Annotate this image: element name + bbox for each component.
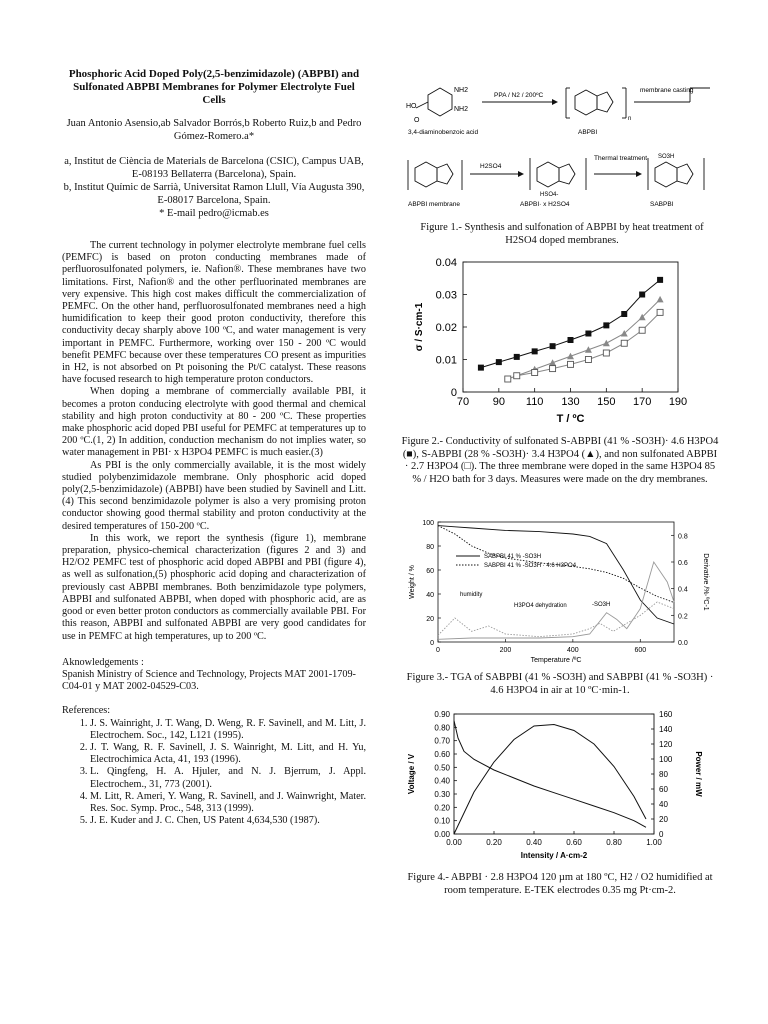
x-tick-label: 70 xyxy=(456,396,470,408)
abpbi-h2so4-structure xyxy=(530,158,586,190)
reference-item: 1. J. S. Wainright, J. T. Wang, D. Weng, R. F. Savinell, and M. Litt, J. Electrochem. Soc., 142, L121 (1995). xyxy=(90,718,366,742)
data-point-open-square xyxy=(550,366,556,372)
series-line xyxy=(454,725,646,835)
data-point-open-square xyxy=(603,350,609,356)
data-point-square xyxy=(550,343,556,349)
figure4 xyxy=(404,706,714,866)
label-h2so4: H2SO4 xyxy=(480,163,502,170)
paper-authors: Juan Antonio Asensio,ab Salvador Borrós,b Roberto Ruiz,b and Pedro Gómez-Romero.a* xyxy=(66,118,362,142)
y2-tick-label: 80 xyxy=(659,770,668,779)
references xyxy=(62,705,366,827)
y-tick-label: 0.40 xyxy=(434,776,450,786)
label-ppa: PPA / N2 / 200ºC xyxy=(494,92,544,99)
y-tick-label: 0.30 xyxy=(434,790,450,799)
y2-tick-label: 0.6 xyxy=(678,560,688,567)
data-point-square xyxy=(621,311,627,317)
y2-tick-label: 120 xyxy=(659,740,673,749)
y2-tick-label: 0.8 xyxy=(678,533,688,541)
data-point-square xyxy=(657,277,663,283)
y-tick-label: 0.20 xyxy=(434,803,450,813)
x-axis-label: Temperature /ºC xyxy=(530,657,582,664)
figure2-caption: Figure 2.- Conductivity of sulfonated S-ABPBI (41 % -SO3H)· 4.6 H3PO4 (■), S-ABPBI (28 % -SO3H)· 3.4 H3PO4 (▲), and non sulfonated ABPBI · 2.7 H3PO4 (□). The three membrane were doped in the same H3PO4 85 % / H2O bath for 3 days. Measures were made on the dry membranes. xyxy=(401,436,719,485)
y2-tick-label: 40 xyxy=(659,800,668,809)
conductivity-chart xyxy=(408,254,708,432)
acknowledgements xyxy=(62,657,366,694)
y-tick-label: 0.80 xyxy=(434,723,450,733)
label-nh2-a: NH2 xyxy=(454,87,469,94)
y2-tick-label: 0.0 xyxy=(678,640,688,647)
affiliations xyxy=(62,155,366,220)
data-point-triangle xyxy=(603,340,610,347)
left-column xyxy=(62,68,366,827)
abpbi-membrane-structure xyxy=(408,160,462,190)
data-point-triangle xyxy=(567,353,574,360)
y-tick-label: 0.02 xyxy=(435,322,457,334)
diaminobenzoic-acid xyxy=(416,88,452,116)
label-nh2-b: NH2 xyxy=(454,106,469,113)
email: * E-mail pedro@icmab.es xyxy=(159,208,269,219)
tga-chart xyxy=(404,514,714,670)
abpbi-structure xyxy=(566,88,626,118)
data-point-open-square xyxy=(514,373,520,379)
label-n-subscript: n xyxy=(628,116,632,122)
figure1-scheme xyxy=(400,78,720,218)
data-point-square xyxy=(603,322,609,328)
y2-tick-label: 0 xyxy=(659,830,664,839)
label-diaminobenzoic: 3,4-diaminobenzoic acid xyxy=(408,129,479,136)
series-line xyxy=(438,562,674,639)
label-abpbi: ABPBI xyxy=(578,129,598,136)
paragraph: As PBI is the only commercially available, it is the most widely studied polybenzimidazole membrane. Only phosphoric acid doped poly(2,5-benzimidazole) (ABPBI) have been studied by Savinell and Litt.(4) This second benzimidazole polymer is also a very promising proton conductor showing good thermal stability and proton conductivity at the desired temperatures of 150-200 ºC. xyxy=(62,459,366,532)
y-tick-label: 60 xyxy=(426,568,434,575)
x-tick-label: 190 xyxy=(668,396,688,408)
label-abpbi-h2so4: ABPBI· x H2SO4 xyxy=(520,201,570,208)
ack-text: Spanish Ministry of Science and Technology, Projects MAT 2001-1709-C04-01 y MAT 2002-04529-C03. xyxy=(62,668,356,693)
y-axis-label: Weight / % xyxy=(409,565,416,599)
data-point-triangle xyxy=(549,359,556,366)
polarization-chart xyxy=(404,706,714,866)
y2-tick-label: 0.2 xyxy=(678,613,688,621)
y2-tick-label: 20 xyxy=(659,815,668,824)
series-line xyxy=(517,299,660,375)
y-tick-label: 0.50 xyxy=(434,763,450,773)
ack-heading: Aknowledgements : xyxy=(62,656,144,668)
data-point-open-square xyxy=(585,357,591,363)
y-tick-label: 0.01 xyxy=(435,354,457,367)
x-tick-label: 1.00 xyxy=(646,838,662,847)
label-so3h: SO3H xyxy=(658,154,675,160)
data-point-square xyxy=(639,292,645,298)
reference-item: 3. L. Qingfeng, H. A. Hjuler, and N. J. Bjerrum, J. Appl. Electrochem., 31, 773 (2001). xyxy=(90,766,366,790)
figure1-caption: Figure 1.- Synthesis and sulfonation of ABPBI by heat treatment of H2SO4 doped membranes. xyxy=(420,222,704,246)
figure4-caption: Figure 4.- ABPBI · 2.8 H3PO4 120 µm at 180 ºC, H2 / O2 humidified at room temperature. E-TEK electrodes 0.35 mg Pt·cm-2. xyxy=(407,872,713,896)
data-point-square xyxy=(585,331,591,337)
label-o: O xyxy=(414,117,420,124)
y2-tick-label: 60 xyxy=(659,785,668,794)
y-tick-label: 80 xyxy=(426,544,434,551)
annotation-humidity: humidity xyxy=(460,592,483,598)
sabpbi-structure xyxy=(648,158,704,190)
x-tick-label: 0 xyxy=(436,647,440,654)
data-point-square xyxy=(532,348,538,354)
y2-tick-label: 160 xyxy=(659,710,673,719)
x-tick-label: 0.80 xyxy=(606,838,622,847)
legend-label: SABPBI 41 % -SO3H · 4.6 H3PO4 xyxy=(484,563,577,569)
x-tick-label: 110 xyxy=(525,396,544,408)
affiliation-a: a, Institut de Ciència de Materials de Barcelona (CSIC), Campus UAB, E-08193 Bellaterra (Barcelona), Spain. xyxy=(64,156,364,180)
reaction-scheme xyxy=(400,78,720,218)
x-axis-label: Intensity / A·cm-2 xyxy=(520,851,588,860)
affiliation-b: b, Institut Químic de Sarrià, Universitat Ramon Llull, Vía Augusta 390, E-08017 Barcelona, Spain. xyxy=(63,182,365,206)
y-tick-label: 100 xyxy=(422,520,434,527)
annotation-dehydration: H3PO4 dehydration xyxy=(514,603,567,609)
data-point-open-square xyxy=(505,376,511,382)
data-point-triangle xyxy=(657,296,664,303)
legend-label: SABPBI 41 % -SO3H xyxy=(484,554,542,560)
x-tick-label: 0.40 xyxy=(526,838,542,847)
label-membrane-casting: membrane casting xyxy=(640,87,694,94)
x-tick-label: 90 xyxy=(492,396,505,408)
y-tick-label: 0.90 xyxy=(434,710,450,719)
figure3-caption: Figure 3.- TGA of SABPBI (41 % -SO3H) and SABPBI (41 % -SO3H) · 4.6 H3PO4 in air at 10 ºC·min-1. xyxy=(406,672,714,696)
paragraph: In this work, we report the synthesis (figure 1), membrane preparation, physico-chemical characterization (figures 2 and 3) and H2/O2 PEMFC test of phosphoric acid doped ABPBI and PBI (figure 4), as well as sulfonation,(5) phosphoric acid doping and characterization of previously cast ABPBI membranes. Both benzimidazole type polymers, ABPBI and sulfonated ABPBI, when doped with phosphoric acid, are as good or even better proton conductors as commercially available PBI. For this reason, ABPBI and sulfonated ABPBI are very good candidates for use in PEMFC at high temperatures, up to 200 ºC. xyxy=(62,532,366,642)
data-point-triangle xyxy=(585,346,592,353)
reference-item: 5. J. E. Kuder and J. C. Chen, US Patent 4,634,530 (1987). xyxy=(90,815,366,827)
reference-item: 2. J. T. Wang, R. F. Savinell, J. S. Wainright, M. Litt, and H. Yu, Electrochimica Acta, 41, 193 (1996). xyxy=(90,742,366,766)
x-tick-label: 200 xyxy=(499,647,512,654)
label-thermal-treatment: Thermal treatment xyxy=(594,155,648,162)
y-axis-label: Voltage / V xyxy=(407,753,416,795)
figure3 xyxy=(404,514,714,670)
data-point-open-square xyxy=(568,361,574,367)
y-tick-label: 0.03 xyxy=(435,289,457,302)
x-tick-label: 0.00 xyxy=(446,838,462,847)
annotation-so3h: -SO3H xyxy=(592,602,611,608)
data-point-open-square xyxy=(621,340,627,346)
x-tick-label: 130 xyxy=(561,396,580,408)
data-point-square xyxy=(568,337,574,343)
paper-title: Phosphoric Acid Doped Poly(2,5-benzimidazole) (ABPBI) and Sulfonated ABPBI Membranes for Polymer Electrolyte Fuel Cells xyxy=(68,68,360,106)
y-tick-label: 0.60 xyxy=(434,750,450,759)
arrow-3-head xyxy=(518,171,524,177)
y2-tick-label: 0.4 xyxy=(678,586,688,594)
refs-heading: References: xyxy=(62,705,111,717)
arrow-1-head xyxy=(552,99,558,105)
y-tick-label: 0.70 xyxy=(434,736,450,746)
y-tick-label: 0 xyxy=(430,640,434,647)
label-hso4: HSO4- xyxy=(540,192,559,198)
reference-item: 4. M. Litt, R. Ameri, Y. Wang, R. Savinell, and J. Wainwright, Mater. Res. Soc. Symp. Proc., 548, 313 (1999). xyxy=(90,791,366,815)
data-point-square xyxy=(514,354,520,360)
y-tick-label: 0 xyxy=(450,387,457,399)
y-tick-label: 0.00 xyxy=(434,830,450,839)
series-line xyxy=(438,526,674,624)
label-sabpbi: SABPBI xyxy=(650,201,674,208)
y-tick-label: 0.10 xyxy=(434,816,450,826)
y-tick-label: 0.04 xyxy=(435,257,457,269)
x-tick-label: 0.60 xyxy=(566,838,582,847)
y2-axis-label: Derivative /%·ºC-1 xyxy=(702,553,709,611)
y-tick-label: 20 xyxy=(426,616,434,623)
y2-tick-label: 140 xyxy=(659,725,673,734)
series-line xyxy=(454,721,646,828)
arrow-4-head xyxy=(636,171,642,177)
x-tick-label: 600 xyxy=(634,647,647,654)
x-tick-label: 400 xyxy=(567,647,579,654)
data-point-square xyxy=(478,365,484,371)
data-point-open-square xyxy=(639,327,645,333)
x-tick-label: 170 xyxy=(632,396,652,408)
label-abpbi-membrane: ABPBI membrane xyxy=(408,201,461,208)
x-tick-label: 150 xyxy=(597,396,616,408)
data-point-open-square xyxy=(532,370,538,376)
plot-frame xyxy=(438,522,674,642)
paragraph: The current technology in polymer electrolyte membrane fuel cells (PEMFC) is based on proton conducting membranes made of perfluorosulfonated polymers, ie. Nafion®. These membranes have two limitations. First, Nafion® and the other perfluorinated membranes are very expensive. This high cost makes difficult the commercialization of PEMFC. On the other hand, perfluorosulfonated membranes need a high humidification to keep their good proton conductivity, therefore this conductivity decay sharply above 100 ºC, and water management is very important in PEMFC. Furthermore, working over 150 - 200 ºC would benefit PEMFC because over these temperatures CO present as impurities in H2, is not absorbed on Pt poisoning the Pt/C catalyst. These reasons have focused research to high temperature proton conductors. xyxy=(62,240,366,386)
y2-tick-label: 100 xyxy=(659,755,673,764)
data-point-square xyxy=(496,359,502,365)
data-point-open-square xyxy=(657,309,663,315)
body-text xyxy=(62,240,366,643)
reference-list xyxy=(62,718,366,828)
y2-axis-label: Power / mW xyxy=(694,751,703,797)
x-axis-label: T / ºC xyxy=(556,413,585,425)
x-tick-label: 0.20 xyxy=(486,838,502,847)
y-axis-label: σ / S·cm-1 xyxy=(414,302,425,352)
y-tick-label: 40 xyxy=(426,592,434,599)
paragraph: When doping a membrane of commercially available PBI, it becomes a proton conducing electrolyte with good thermal and chemical stability and high proton conductivity at 80 - 200 ºC. These properties make phosphoric acid doped PBI useful for PEMFC at temperatures up to 200 ºC.(1, 2) In addition, conduction mechanism do not implies water, so water management in PBI· x H3PO4 PEMFC is much easier.(3) xyxy=(62,386,366,459)
label-ho: HO xyxy=(406,103,417,110)
plot-frame xyxy=(454,714,654,834)
figure2 xyxy=(408,254,708,432)
